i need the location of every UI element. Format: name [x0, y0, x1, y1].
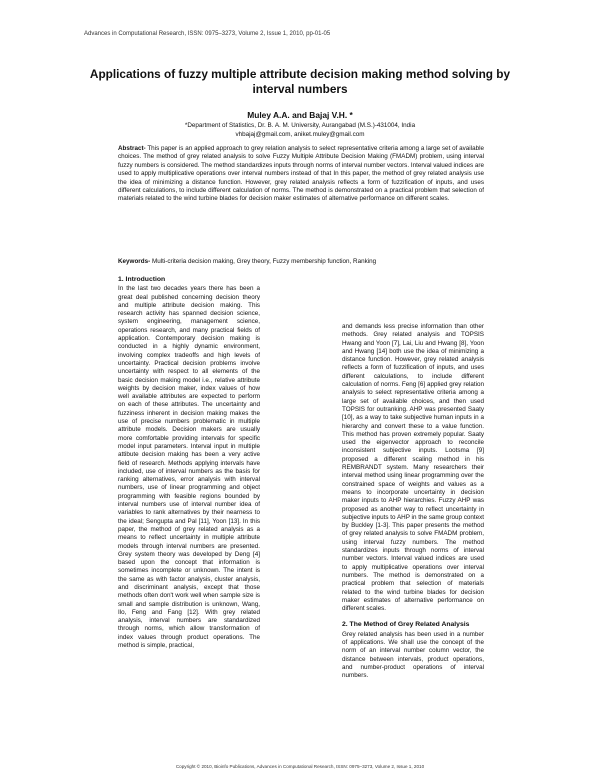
abstract [118, 145, 484, 204]
affiliation [84, 121, 516, 139]
section-2-text: Grey related analysis has been used in a number of applications. We shall use the concept of the norm of an interval number column vector, the distance between intervals, product operations, and number-product operations of interval numbers. [342, 630, 484, 680]
keywords-text: Multi-criteria decision making, Grey theory, Fuzzy membership function, Ranking [150, 258, 377, 265]
abstract-label: Abstract- [118, 145, 146, 152]
section-2-title: 2. The Method of Grey Related Analysis [342, 621, 470, 629]
authors: Muley A.A. and Bajaj V.H. * [247, 110, 353, 120]
left-column [118, 276, 260, 650]
section-1-title: 1. Introduction [118, 276, 166, 283]
keywords [118, 258, 484, 266]
section-1-text-left: In the last two decades years there has been a great deal published concerning decision theory and multiple attribute decision making. This research activity has spanned decision science, system engineering, management science, operations research, and many practical fields of application. Contemporary decision making is conducted in a highly dynamic environment, involving complex tradeoffs and high levels of uncertainty. Practical decision problems involve uncertainty with respect to all elements of the basic decision making model i.e., relative attribute weights by decision maker, index values of how well available attributes are expected to perform on each of these attributes. The uncertainty and fuzziness inherent in decision making makes the use of precise numbers problematic in multiple attribute models. Decision makers are usually more comfortable providing intervals for specific model input parameters. Interval input in multiple attibute decision making has been a very active field of research. Methods applying intervals have included, use of interval numbers as the basis for ranking alternatives, error analysis with interval numbers, use of linear programming and object programming with feasible regions bounded by interval numbers use of interval number idea of variables to rank alternatives by their nearness to the ideal; Sengupta and Pal [11], Yoon [13]. In this paper, the method of grey related analysis as a means to reflect uncertainty in multiple attribute models through interval numbers are presented. Grey system theory was developed by Deng [4] based upon the concept that information is sometimes incomplete or unknown. The intent is the same as with factor analysis, cluster analysis, and discriminant analysis, except that those methods often don't work well when sample size is small and sample distribution is unknown, Wang, Ilo, Feng and Fang [12]. With grey related analysis, interval numbers are standardized through norms, which allow transformation of index values through product operations. The method is simple, practical, [118, 285, 260, 650]
journal-header: Advances in Computational Research, ISSN: 0975–3273, Volume 2, Issue 1, 2010, pp-01-05 [84, 31, 331, 37]
abstract-text: This paper is an applied approach to grey relation analysis to select representative criteria among a large set of available choices. The method of grey related analysis to solve Fuzzy Multiple Attribute Decision Making (FMADM) problem, using interval fuzzy numbers is considered. The method standardizes inputs through norms of interval number vectors. Interval valued indices are used to apply multiplicative operations over interval numbers instead of that In this paper, the method of grey related analysis use the idea of minimizing a distance function. However, grey related analysis reflects a form of fuzzification of inputs, and uses different calculations, to include different calculation of norms. The method is demonstrated on a practical problem that selection of materials related to the wind turbine blades for decision maker estimates of alternative performance on different scales. [118, 145, 484, 203]
affiliation-emails: vhbajaj@gmail.com, aniket.muley@gmail.com [235, 131, 365, 138]
section-1-text-right: and demands less precise information than other methods. Grey related analysis and TOPSIS Hwang and Yoon [7], Lai, Liu and Hwang [8], Yoon and Hwang [14] both use the idea of minimizing a distance function. However, grey related analysis reflects a form of fuzzification of inputs, and uses different calculations, to include different calculation of norms. Feng [6] applied grey relation analysis to select representative criteria among a large set of available choices, and then used TOPSIS for outranking. AHP was presented Saaty [10], as a way to take subjective human inputs in a hierarchy and convert these to a value function. This method has proven extremely popular. Saaty used the eigenvector approach to reconcile inconsistent subjective inputs. Lootsma [9] proposed a different scaling method in his REMBRANDT system. Many researchers their interval method using linear programming over the constrained space of weights and values as a means to incorporate uncertainty in decision maker inputs to AHP hierarchies. Fuzzy AHP was proposed as another way to reflect uncertainty in subjective inputs to AHP in the same group context by Buckley [1-3]. This paper presents the method of grey related analysis to solve FMADM problem, using interval fuzzy numbers. The method standardizes inputs through norms of interval number vectors. Interval valued indices are used to apply multiplicative operations over interval numbers. The method is demonstrated on a practical problem that selection of materials related to the wind turbine blades for decision maker estimates of alternative performance on different scales. [342, 323, 484, 613]
copyright-footer: Copyright © 2010, Bioinfo Publications, Advances in Computational Research, ISSN: 0975–3273, Volume 2, Issue 1, 2010 [175, 764, 425, 769]
right-column [342, 323, 484, 680]
affiliation-department: *Department of Statistics, Dr. B. A. M. University, Aurangabad (M.S.)-431004, India [184, 122, 416, 129]
keywords-label: Keywords- [118, 258, 151, 265]
paper-title: Applications of fuzzy multiple attribute decision making method solving by interval numbers [89, 67, 511, 96]
